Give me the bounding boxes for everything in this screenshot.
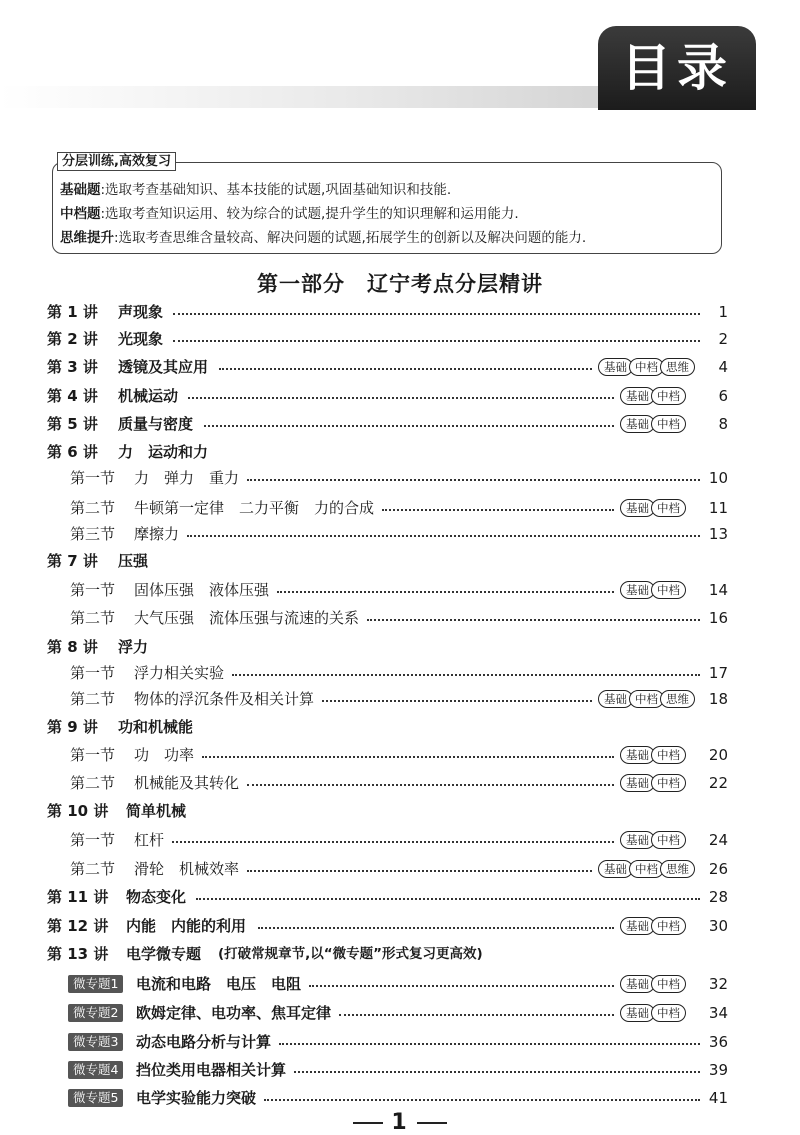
page-number: 20 bbox=[708, 746, 728, 764]
page-number: 22 bbox=[708, 774, 728, 792]
section-label: 第一节 bbox=[70, 469, 116, 487]
section-label: 第三节 bbox=[70, 525, 116, 543]
toc-heading bbox=[0, 635, 800, 659]
micro-topic-title: 挡位类用电器相关计算 bbox=[136, 1061, 287, 1079]
section-label: 第二节 bbox=[70, 774, 116, 792]
lecture-title: 声现象 bbox=[118, 303, 164, 321]
difficulty-badge: 中档 bbox=[651, 581, 686, 599]
page-number: 28 bbox=[708, 888, 728, 906]
micro-topic-title: 电流和电路 电压 电阻 bbox=[136, 975, 302, 993]
lecture-title: 物态变化 bbox=[126, 888, 187, 906]
toc-entry[interactable] bbox=[0, 743, 800, 767]
dot-leader bbox=[279, 1043, 700, 1045]
lecture-label: 第 11 讲 bbox=[47, 888, 109, 906]
lecture-label: 第 8 讲 bbox=[47, 638, 98, 656]
page-number: 18 bbox=[708, 690, 728, 708]
lecture-title: 质量与密度 bbox=[118, 415, 194, 433]
page-number: 30 bbox=[708, 917, 728, 935]
section-label: 第一节 bbox=[70, 581, 116, 599]
section-title: 功 功率 bbox=[134, 746, 195, 764]
difficulty-badge: 中档 bbox=[651, 499, 686, 517]
lecture-label: 第 6 讲 bbox=[47, 443, 98, 461]
difficulty-badges bbox=[620, 415, 686, 433]
difficulty-badges bbox=[620, 975, 686, 993]
intro-line-basic bbox=[60, 181, 451, 199]
difficulty-badges bbox=[620, 387, 686, 405]
micro-topic-title: 欧姆定律、电功率、焦耳定律 bbox=[136, 1004, 332, 1022]
toc-entry[interactable] bbox=[0, 1001, 800, 1025]
page-number: 41 bbox=[708, 1089, 728, 1107]
dot-leader bbox=[247, 870, 592, 872]
difficulty-badge: 思维 bbox=[660, 860, 695, 878]
intro-line-thinking bbox=[60, 229, 586, 247]
toc-entry[interactable] bbox=[0, 914, 800, 938]
lecture-note: (打破常规章节,以“微专题”形式复习更高效) bbox=[218, 946, 483, 962]
page-number: 6 bbox=[718, 387, 728, 405]
difficulty-badge: 中档 bbox=[651, 746, 686, 764]
page-footer bbox=[0, 1110, 800, 1135]
toc-entry[interactable] bbox=[0, 578, 800, 602]
page-title: 目录 bbox=[598, 26, 756, 110]
toc-heading bbox=[0, 715, 800, 739]
section-title: 浮力相关实验 bbox=[134, 664, 225, 682]
lecture-label: 第 1 讲 bbox=[47, 303, 98, 321]
difficulty-badges bbox=[620, 831, 686, 849]
dot-leader bbox=[196, 898, 700, 900]
section-title: 滑轮 机械效率 bbox=[134, 860, 240, 878]
toc-entry[interactable] bbox=[0, 1058, 800, 1082]
difficulty-badges bbox=[620, 917, 686, 935]
dot-leader bbox=[188, 397, 614, 399]
difficulty-badge: 基础 bbox=[620, 831, 655, 849]
dot-leader bbox=[322, 700, 592, 702]
page-number: 32 bbox=[708, 975, 728, 993]
dot-leader bbox=[277, 591, 614, 593]
lecture-title: 机械运动 bbox=[118, 387, 179, 405]
dot-leader bbox=[294, 1071, 700, 1073]
difficulty-badges bbox=[598, 358, 695, 376]
lecture-label: 第 4 讲 bbox=[47, 387, 98, 405]
difficulty-badges bbox=[620, 746, 686, 764]
toc-entry[interactable] bbox=[0, 828, 800, 852]
page-number: 24 bbox=[708, 831, 728, 849]
lecture-title: 电学微专题 bbox=[126, 945, 202, 963]
dot-leader bbox=[339, 1014, 614, 1016]
dot-leader bbox=[232, 674, 700, 676]
toc-entry[interactable] bbox=[0, 466, 800, 490]
toc-entry[interactable] bbox=[0, 1086, 800, 1110]
intro-term: 中档题 bbox=[60, 206, 101, 222]
lecture-title: 浮力 bbox=[118, 638, 149, 656]
intro-box-title: 分层训练,高效复习 bbox=[57, 152, 176, 171]
page-number: 34 bbox=[708, 1004, 728, 1022]
lecture-title: 压强 bbox=[118, 552, 149, 570]
toc-entry[interactable] bbox=[0, 300, 800, 324]
difficulty-badge: 中档 bbox=[629, 690, 664, 708]
page-number: 11 bbox=[708, 499, 728, 517]
micro-topic-badge: 微专题5 bbox=[68, 1089, 123, 1107]
header-band bbox=[0, 86, 640, 108]
page-number: 1 bbox=[391, 1110, 409, 1135]
section-label: 第二节 bbox=[70, 860, 116, 878]
difficulty-badge: 中档 bbox=[651, 917, 686, 935]
difficulty-badge: 基础 bbox=[620, 746, 655, 764]
page-number: 4 bbox=[718, 358, 728, 376]
difficulty-badge: 基础 bbox=[620, 415, 655, 433]
section-title: 力 弹力 重力 bbox=[134, 469, 240, 487]
difficulty-badges bbox=[620, 499, 686, 517]
dot-leader bbox=[367, 619, 700, 621]
dot-leader bbox=[172, 841, 614, 843]
difficulty-badge: 中档 bbox=[651, 415, 686, 433]
lecture-label: 第 9 讲 bbox=[47, 718, 98, 736]
micro-topic-badge: 微专题3 bbox=[68, 1033, 123, 1051]
section-label: 第一节 bbox=[70, 746, 116, 764]
lecture-label: 第 5 讲 bbox=[47, 415, 98, 433]
difficulty-badge: 思维 bbox=[660, 690, 695, 708]
toc-heading bbox=[0, 440, 800, 464]
lecture-title: 内能 内能的利用 bbox=[126, 917, 247, 935]
section-label: 第二节 bbox=[70, 690, 116, 708]
toc-entry[interactable] bbox=[0, 771, 800, 795]
difficulty-badge: 基础 bbox=[620, 581, 655, 599]
page-number: 26 bbox=[708, 860, 728, 878]
toc-heading bbox=[0, 799, 800, 823]
lecture-title: 简单机械 bbox=[126, 802, 187, 820]
intro-term: 基础题 bbox=[60, 182, 101, 198]
difficulty-badge: 中档 bbox=[651, 774, 686, 792]
section-title: 杠杆 bbox=[134, 831, 165, 849]
section-title: 牛顿第一定律 二力平衡 力的合成 bbox=[134, 499, 375, 517]
page-number: 16 bbox=[708, 609, 728, 627]
difficulty-badge: 基础 bbox=[620, 499, 655, 517]
intro-term: 思维提升 bbox=[60, 230, 114, 246]
lecture-title: 功和机械能 bbox=[118, 718, 194, 736]
lecture-title: 透镜及其应用 bbox=[118, 358, 209, 376]
toc-entry[interactable] bbox=[0, 1030, 800, 1054]
lecture-label: 第 2 讲 bbox=[47, 330, 98, 348]
difficulty-badge: 基础 bbox=[620, 1004, 655, 1022]
section-title: 物体的浮沉条件及相关计算 bbox=[134, 690, 315, 708]
section-title: 机械能及其转化 bbox=[134, 774, 240, 792]
micro-topic-badge: 微专题2 bbox=[68, 1004, 123, 1022]
toc-entry[interactable] bbox=[0, 522, 800, 546]
dot-leader bbox=[173, 313, 701, 315]
lecture-label: 第 7 讲 bbox=[47, 552, 98, 570]
intro-text: :选取考查知识运用、较为综合的试题,提升学生的知识理解和运用能力. bbox=[100, 206, 519, 222]
lecture-label: 第 13 讲 bbox=[47, 945, 109, 963]
micro-topic-badge: 微专题4 bbox=[68, 1061, 123, 1079]
toc-heading bbox=[0, 942, 800, 966]
difficulty-badge: 中档 bbox=[629, 860, 664, 878]
toc-entry[interactable] bbox=[0, 857, 800, 881]
difficulty-badge: 基础 bbox=[620, 774, 655, 792]
toc-entry[interactable] bbox=[0, 885, 800, 909]
lecture-label: 第 3 讲 bbox=[47, 358, 98, 376]
toc-heading bbox=[0, 549, 800, 573]
intro-line-middle bbox=[60, 205, 519, 223]
difficulty-badge: 基础 bbox=[620, 975, 655, 993]
difficulty-badges bbox=[620, 774, 686, 792]
section-label: 第一节 bbox=[70, 664, 116, 682]
dot-leader bbox=[219, 368, 592, 370]
section-label: 第二节 bbox=[70, 499, 116, 517]
intro-text: :选取考查思维含量较高、解决问题的试题,拓展学生的创新以及解决问题的能力. bbox=[114, 230, 587, 246]
difficulty-badge: 中档 bbox=[651, 831, 686, 849]
dot-leader bbox=[173, 340, 701, 342]
difficulty-badge: 基础 bbox=[598, 860, 633, 878]
difficulty-badge: 中档 bbox=[629, 358, 664, 376]
dot-leader bbox=[247, 784, 614, 786]
lecture-label: 第 10 讲 bbox=[47, 802, 109, 820]
page-number: 17 bbox=[708, 664, 728, 682]
lecture-label: 第 12 讲 bbox=[47, 917, 109, 935]
difficulty-badges bbox=[620, 1004, 686, 1022]
lecture-title: 光现象 bbox=[118, 330, 164, 348]
toc-entry[interactable] bbox=[0, 972, 800, 996]
part-title: 第一部分 辽宁考点分层精讲 bbox=[257, 271, 543, 296]
dot-leader bbox=[204, 425, 615, 427]
difficulty-badge: 基础 bbox=[620, 917, 655, 935]
section-label: 第一节 bbox=[70, 831, 116, 849]
micro-topic-badge: 微专题1 bbox=[68, 975, 123, 993]
lecture-title: 力 运动和力 bbox=[118, 443, 209, 461]
dot-leader bbox=[309, 985, 614, 987]
difficulty-badge: 基础 bbox=[598, 690, 633, 708]
dot-leader bbox=[247, 479, 700, 481]
difficulty-badge: 基础 bbox=[598, 358, 633, 376]
page-number: 8 bbox=[718, 415, 728, 433]
section-title: 摩擦力 bbox=[134, 525, 180, 543]
dot-leader bbox=[187, 535, 700, 537]
toc-entry[interactable] bbox=[0, 412, 800, 436]
dot-leader bbox=[382, 509, 614, 511]
page-number: 13 bbox=[708, 525, 728, 543]
toc-entry[interactable] bbox=[0, 384, 800, 408]
section-title: 大气压强 流体压强与流速的关系 bbox=[134, 609, 360, 627]
toc-entry[interactable] bbox=[0, 687, 800, 711]
difficulty-badge: 中档 bbox=[651, 387, 686, 405]
page-number: 14 bbox=[708, 581, 728, 599]
micro-topic-title: 电学实验能力突破 bbox=[136, 1089, 257, 1107]
page-number: 39 bbox=[708, 1061, 728, 1079]
toc-entry[interactable] bbox=[0, 496, 800, 520]
dot-leader bbox=[258, 927, 614, 929]
difficulty-badges bbox=[598, 690, 695, 708]
difficulty-badges bbox=[620, 581, 686, 599]
section-label: 第二节 bbox=[70, 609, 116, 627]
toc-entry[interactable] bbox=[0, 327, 800, 351]
dot-leader bbox=[264, 1099, 700, 1101]
difficulty-badge: 中档 bbox=[651, 975, 686, 993]
section-title: 固体压强 液体压强 bbox=[134, 581, 270, 599]
toc-entry[interactable] bbox=[0, 661, 800, 685]
toc-entry[interactable] bbox=[0, 355, 800, 379]
page-number: 10 bbox=[708, 469, 728, 487]
difficulty-badge: 思维 bbox=[660, 358, 695, 376]
dot-leader bbox=[202, 756, 614, 758]
page-number: 36 bbox=[708, 1033, 728, 1051]
micro-topic-title: 动态电路分析与计算 bbox=[136, 1033, 272, 1051]
intro-text: :选取考查基础知识、基本技能的试题,巩固基础知识和技能. bbox=[100, 182, 452, 198]
difficulty-badge: 中档 bbox=[651, 1004, 686, 1022]
difficulty-badges bbox=[598, 860, 695, 878]
difficulty-badge: 基础 bbox=[620, 387, 655, 405]
page-number: 1 bbox=[718, 303, 728, 321]
page-number: 2 bbox=[718, 330, 728, 348]
toc-entry[interactable] bbox=[0, 606, 800, 630]
